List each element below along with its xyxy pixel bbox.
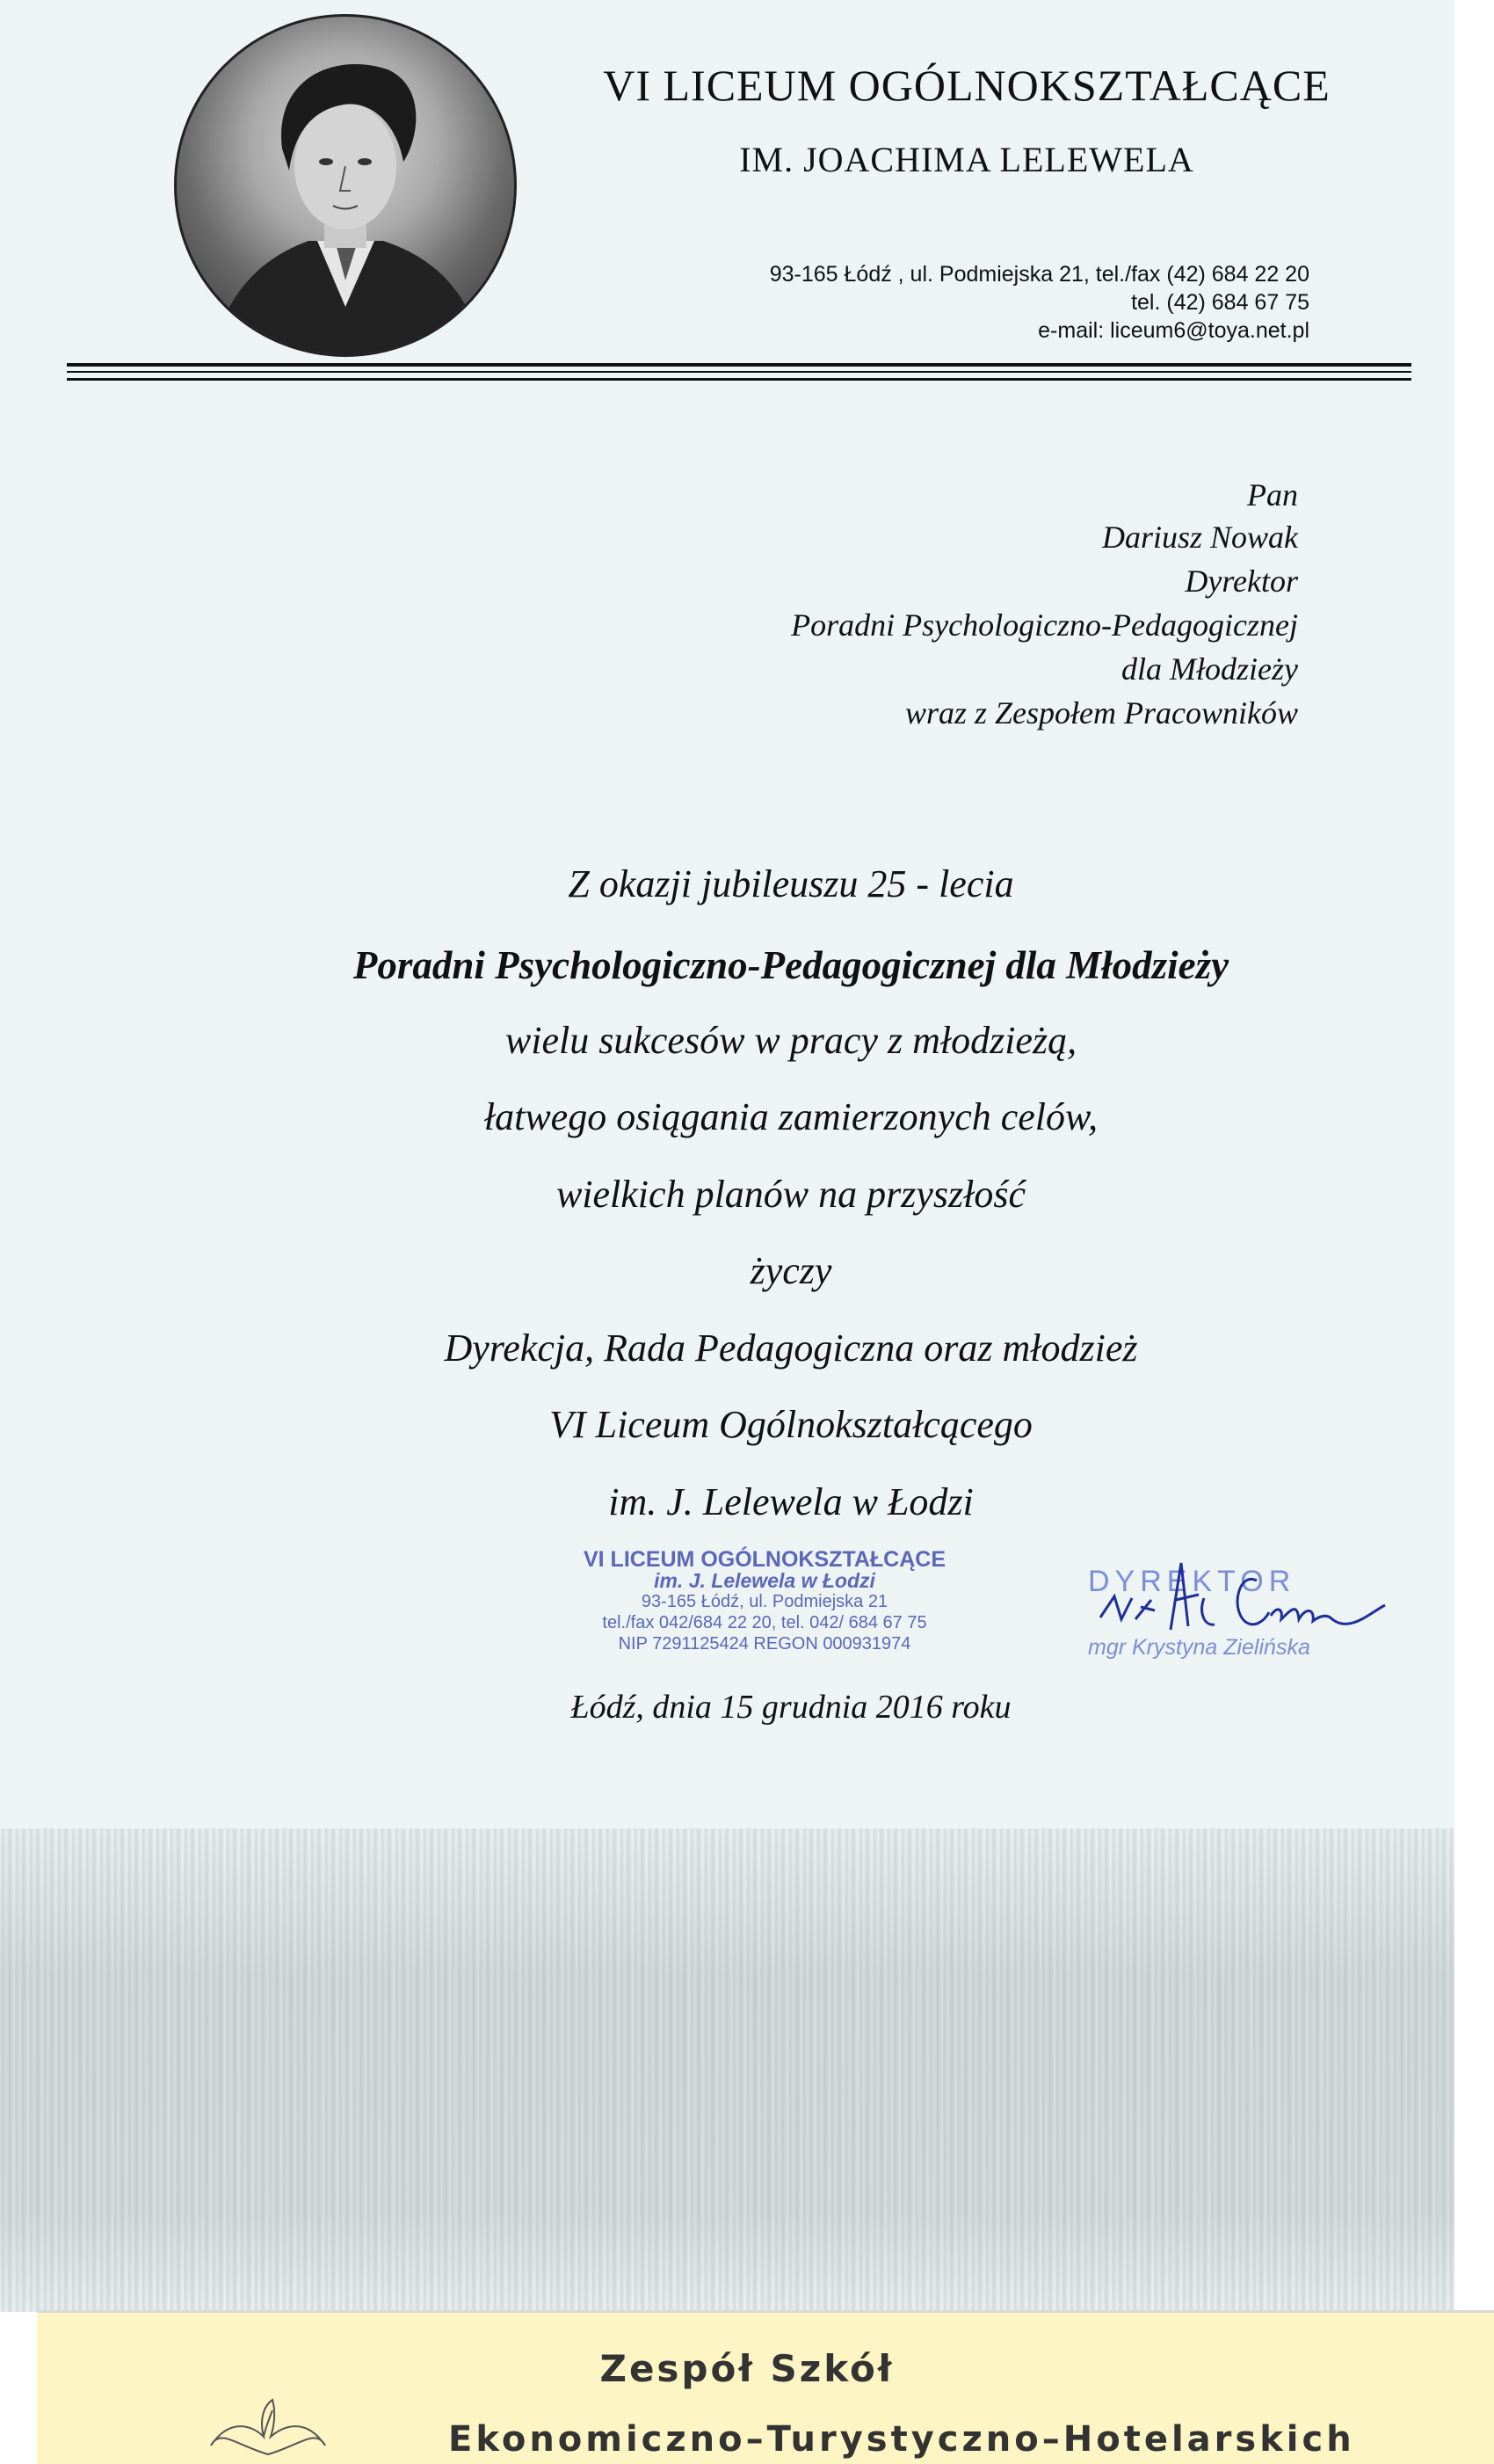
greeting-institution: Poradni Psychologiczno-Pedagogicznej dla Młodzieży xyxy=(352,943,1229,987)
recipient-name: Dariusz Nowak xyxy=(1101,520,1298,555)
contact-phone: tel. (42) 684 67 75 xyxy=(1131,290,1309,315)
contact-email: e-mail: liceum6@toya.net.pl xyxy=(1038,318,1309,343)
header-divider xyxy=(67,363,1411,367)
recipient-role: Dyrektor xyxy=(1185,563,1298,599)
school-name: VI LICEUM OGÓLNOKSZTAŁCĄCE xyxy=(603,61,1331,110)
stamp-line: tel./fax 042/684 22 20, tel. 042/ 684 67 75 xyxy=(602,1613,927,1632)
recipient-institution: Poradni Psychologiczno-Pedagogicznej xyxy=(791,607,1298,643)
greeting-line: Z okazji jubileuszu 25 - lecia xyxy=(568,862,1014,905)
stamp-line: NIP 7291125424 REGON 000931974 xyxy=(618,1634,911,1654)
school-stamp xyxy=(571,1549,958,1654)
recipient-salutation: Pan xyxy=(1247,477,1298,512)
contact-address: 93-165 Łódź , ul. Podmiejska 21, tel./fax (42) 684 22 20 xyxy=(769,262,1309,287)
recipient-institution-suffix: dla Młodzieży xyxy=(1121,651,1298,687)
director-stamp-title: DYREKTOR xyxy=(1088,1565,1296,1598)
greeting-line: łatwego osiągania zamierzonych celów, xyxy=(483,1095,1099,1138)
letter-date: Łódź, dnia 15 grudnia 2016 roku xyxy=(570,1689,1012,1726)
header-divider xyxy=(67,378,1411,381)
greeting-signatories: VI Liceum Ogólnokształcącego xyxy=(549,1403,1033,1446)
scan-margin xyxy=(1454,0,1494,2312)
school-patron: IM. JOACHIMA LELEWELA xyxy=(739,140,1194,179)
stamp-line: im. J. Lelewela w Łodzi xyxy=(654,1569,875,1592)
recipient-team: wraz z Zespołem Pracowników xyxy=(904,695,1298,730)
second-document-subtitle: Ekonomiczno–Turystyczno–Hotelarskich xyxy=(448,2419,1355,2460)
patron-portrait xyxy=(174,14,517,357)
stamp-line: VI LICEUM OGÓLNOKSZTAŁCĄCE xyxy=(583,1547,946,1572)
portrait-image xyxy=(177,17,514,354)
greeting-line: życzy xyxy=(750,1249,832,1292)
greeting-signatories: im. J. Lelewela w Łodzi xyxy=(608,1480,974,1523)
header-divider xyxy=(67,371,1411,373)
second-document-title: Zespół Szkół xyxy=(599,2347,895,2390)
emblem-icon xyxy=(202,2393,334,2461)
scan-artifact xyxy=(0,1828,1454,2312)
greeting-signatories: Dyrekcja, Rada Pedagogiczna oraz młodzież xyxy=(444,1326,1138,1370)
handwritten-signature xyxy=(1090,1545,1389,1660)
stamp-line: 93-165 Łódź, ul. Podmiejska 21 xyxy=(641,1592,888,1611)
greeting-line: wielkich planów na przyszłość xyxy=(555,1173,1026,1216)
director-stamp-name: mgr Krystyna Zielińska xyxy=(1088,1635,1310,1660)
greeting-line: wielu sukcesów w pracy z młodzieżą, xyxy=(504,1019,1077,1062)
